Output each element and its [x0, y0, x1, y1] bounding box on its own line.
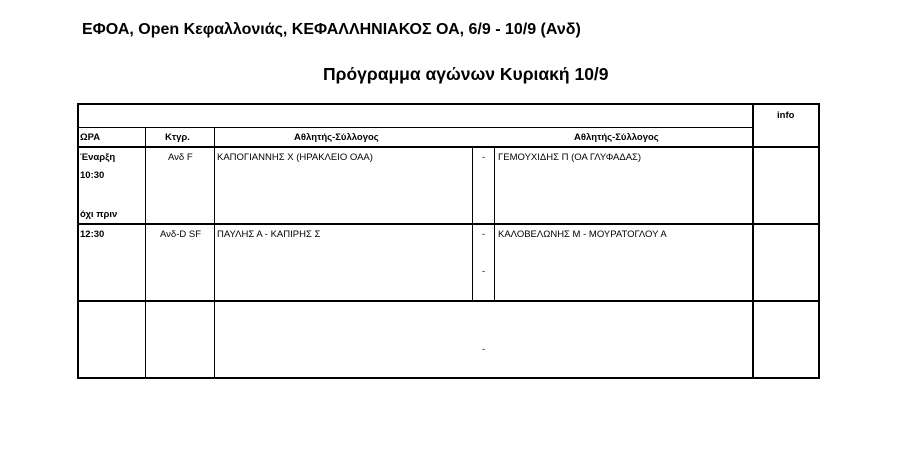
row1-athlete-1: ΚΑΠΟΓΙΑΝΝΗΣ Χ (ΗΡΑΚΛΕΙΟ ΟΑΑ): [217, 152, 373, 163]
row2-athlete-1: ΠΑΥΛΗΣ Α - ΚΑΠΙΡΗΣ Σ: [217, 229, 321, 240]
document-title: ΕΦΟΑ, Open Κεφαλλονιάς, ΚΕΦΑΛΛΗΝΙΑΚΟΣ ΟΑ, 6/9 - 10/9 (Ανδ): [82, 21, 581, 38]
table-border-bottom: [77, 377, 820, 379]
table-border-left: [77, 103, 79, 379]
row1-bottom-line: [77, 223, 820, 225]
header-time: ΩΡΑ: [80, 132, 101, 143]
table-border-right: [818, 103, 820, 379]
row2-time-line1: 12:30: [80, 229, 105, 240]
header-bottom-line: [77, 146, 820, 148]
col-divider-sep-left: [472, 147, 473, 301]
header-divider: [77, 127, 753, 128]
col-divider-time: [145, 127, 146, 379]
row2-bottom-line: [77, 300, 820, 302]
row1-separator: -: [482, 152, 486, 163]
row2-separator-2: -: [482, 266, 486, 277]
header-category: Κτγρ.: [165, 132, 190, 143]
col-divider-info: [752, 103, 754, 379]
table-border-top: [77, 103, 820, 105]
row1-athlete-2: ΓΕΜΟΥΧΙΔΗΣ Π (ΟΑ ΓΛΥΦΑΔΑΣ): [498, 152, 642, 163]
row3-separator: -: [482, 344, 486, 355]
header-athlete-1: Αθλητής-Σύλλογος: [294, 132, 379, 143]
row2-athlete-2: ΚΑΛΟΒΕΛΩΝΗΣ Μ - ΜΟΥΡΑΤΟΓΛΟΥ Α: [498, 229, 667, 240]
row1-time-note: όχι πριν: [80, 209, 118, 220]
info-header: info: [777, 110, 795, 121]
col-divider-sep-right: [494, 147, 495, 301]
header-athlete-2: Αθλητής-Σύλλογος: [574, 132, 659, 143]
schedule-title: Πρόγραμμα αγώνων Κυριακή 10/9: [323, 64, 609, 84]
col-divider-category: [214, 127, 215, 379]
row2-category: Ανδ-D SF: [160, 229, 202, 240]
row1-time-line2: 10:30: [80, 170, 105, 181]
row1-time-line1: Έναρξη: [80, 152, 116, 163]
row1-category: Ανδ F: [168, 152, 193, 163]
row2-separator: -: [482, 229, 486, 240]
